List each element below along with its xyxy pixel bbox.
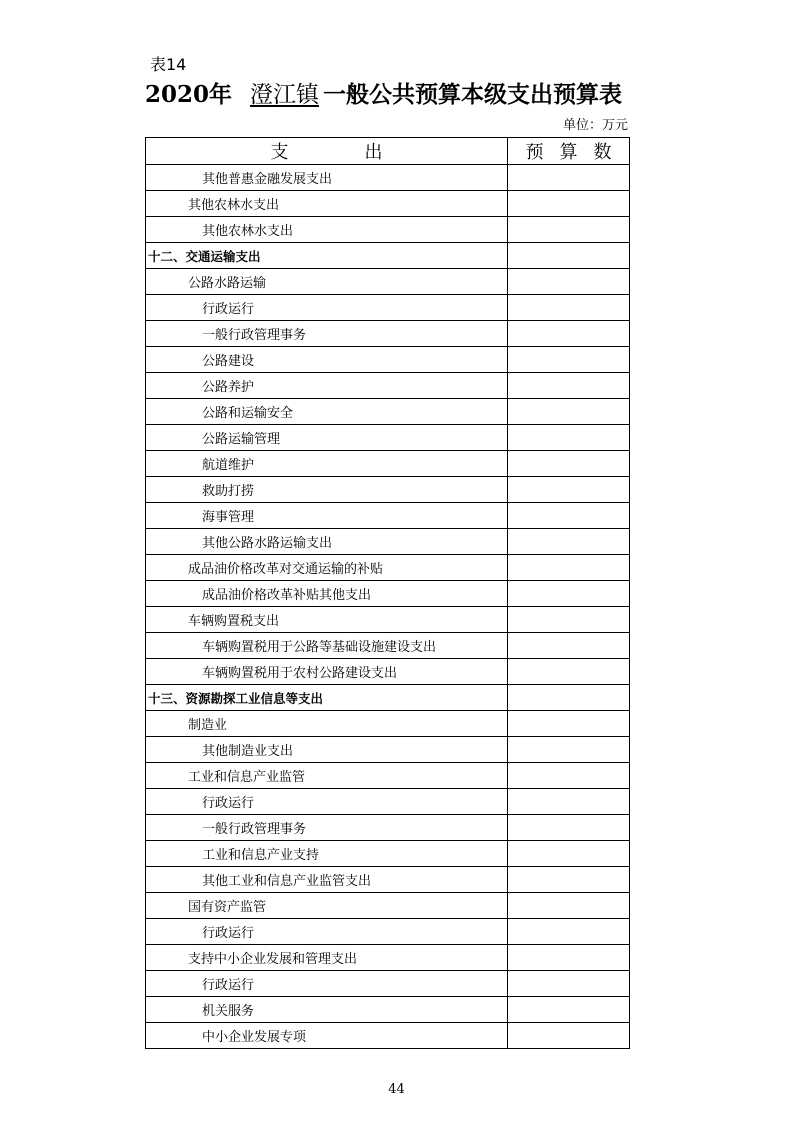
table-row xyxy=(146,451,630,477)
row-label: 机关服务 xyxy=(146,997,508,1023)
table-row xyxy=(146,321,630,347)
row-amount xyxy=(508,269,630,295)
row-amount xyxy=(508,945,630,971)
table-row xyxy=(146,477,630,503)
table-row xyxy=(146,685,630,711)
table-row xyxy=(146,659,630,685)
row-label: 支持中小企业发展和管理支出 xyxy=(146,945,508,971)
row-amount xyxy=(508,191,630,217)
row-amount xyxy=(508,451,630,477)
budget-table xyxy=(145,137,630,1049)
row-label: 中小企业发展专项 xyxy=(146,1023,508,1049)
row-amount xyxy=(508,295,630,321)
table-row xyxy=(146,165,630,191)
row-label: 成品油价格改革补贴其他支出 xyxy=(146,581,508,607)
row-label: 车辆购置税用于农村公路建设支出 xyxy=(146,659,508,685)
row-amount xyxy=(508,919,630,945)
row-amount xyxy=(508,425,630,451)
row-label: 公路建设 xyxy=(146,347,508,373)
row-label: 其他农林水支出 xyxy=(146,217,508,243)
table-row xyxy=(146,425,630,451)
row-amount xyxy=(508,659,630,685)
title-rest: 一般公共预算本级支出预算表 xyxy=(323,81,623,108)
row-amount xyxy=(508,789,630,815)
row-amount xyxy=(508,1023,630,1049)
row-amount xyxy=(508,997,630,1023)
row-label: 公路运输管理 xyxy=(146,425,508,451)
row-label: 其他公路水路运输支出 xyxy=(146,529,508,555)
table-row xyxy=(146,815,630,841)
table-row xyxy=(146,503,630,529)
table-row xyxy=(146,269,630,295)
row-amount xyxy=(508,165,630,191)
row-label: 一般行政管理事务 xyxy=(146,815,508,841)
row-amount xyxy=(508,399,630,425)
row-amount xyxy=(508,529,630,555)
row-label: 车辆购置税用于公路等基础设施建设支出 xyxy=(146,633,508,659)
row-amount xyxy=(508,607,630,633)
table-row xyxy=(146,555,630,581)
row-label: 海事管理 xyxy=(146,503,508,529)
row-amount xyxy=(508,867,630,893)
row-amount xyxy=(508,633,630,659)
title-town: 澄江镇 xyxy=(250,82,320,108)
table-number: 表14 xyxy=(150,55,187,74)
row-label: 其他普惠金融发展支出 xyxy=(146,165,508,191)
table-row xyxy=(146,581,630,607)
row-label: 公路和运输安全 xyxy=(146,399,508,425)
budget-table-container xyxy=(145,137,629,1049)
row-amount xyxy=(508,373,630,399)
table-row xyxy=(146,711,630,737)
row-label: 行政运行 xyxy=(146,789,508,815)
table-row xyxy=(146,529,630,555)
header-amount: 预算数 xyxy=(508,138,630,165)
table-header-row xyxy=(146,138,630,165)
title-year: 2020年 xyxy=(145,81,233,108)
table-row xyxy=(146,1023,630,1049)
row-amount xyxy=(508,321,630,347)
row-amount xyxy=(508,815,630,841)
row-label: 救助打捞 xyxy=(146,477,508,503)
table-row xyxy=(146,841,630,867)
row-label: 其他制造业支出 xyxy=(146,737,508,763)
row-amount xyxy=(508,737,630,763)
row-amount xyxy=(508,477,630,503)
row-label: 公路水路运输 xyxy=(146,269,508,295)
row-label: 工业和信息产业支持 xyxy=(146,841,508,867)
row-amount xyxy=(508,217,630,243)
page-number: 44 xyxy=(388,1082,405,1097)
row-label: 行政运行 xyxy=(146,919,508,945)
header-item: 支出 xyxy=(146,138,508,165)
row-label: 车辆购置税支出 xyxy=(146,607,508,633)
row-label: 成品油价格改革对交通运输的补贴 xyxy=(146,555,508,581)
table-row xyxy=(146,737,630,763)
table-row xyxy=(146,763,630,789)
table-row xyxy=(146,295,630,321)
table-row xyxy=(146,191,630,217)
table-row xyxy=(146,789,630,815)
row-amount xyxy=(508,711,630,737)
table-row xyxy=(146,997,630,1023)
row-label: 工业和信息产业监管 xyxy=(146,763,508,789)
row-amount xyxy=(508,893,630,919)
row-label: 其他农林水支出 xyxy=(146,191,508,217)
table-row xyxy=(146,373,630,399)
table-row xyxy=(146,217,630,243)
row-label: 国有资产监管 xyxy=(146,893,508,919)
table-row xyxy=(146,971,630,997)
row-amount xyxy=(508,763,630,789)
row-amount xyxy=(508,347,630,373)
row-label: 行政运行 xyxy=(146,295,508,321)
row-label: 十二、交通运输支出 xyxy=(146,243,508,269)
table-row xyxy=(146,347,630,373)
page-title xyxy=(145,76,645,109)
row-label: 公路养护 xyxy=(146,373,508,399)
row-amount xyxy=(508,971,630,997)
row-amount xyxy=(508,555,630,581)
table-row xyxy=(146,919,630,945)
row-label: 一般行政管理事务 xyxy=(146,321,508,347)
table-row xyxy=(146,607,630,633)
row-label: 行政运行 xyxy=(146,971,508,997)
table-row xyxy=(146,893,630,919)
table-body xyxy=(146,165,630,1049)
table-row xyxy=(146,945,630,971)
table-row xyxy=(146,633,630,659)
unit-label: 单位：万元 xyxy=(562,118,628,133)
row-label: 其他工业和信息产业监管支出 xyxy=(146,867,508,893)
row-label: 制造业 xyxy=(146,711,508,737)
table-row xyxy=(146,867,630,893)
table-row xyxy=(146,399,630,425)
row-amount xyxy=(508,685,630,711)
row-amount xyxy=(508,243,630,269)
row-amount xyxy=(508,581,630,607)
row-amount xyxy=(508,503,630,529)
table-row xyxy=(146,243,630,269)
row-amount xyxy=(508,841,630,867)
row-label: 航道维护 xyxy=(146,451,508,477)
row-label: 十三、资源勘探工业信息等支出 xyxy=(146,685,508,711)
